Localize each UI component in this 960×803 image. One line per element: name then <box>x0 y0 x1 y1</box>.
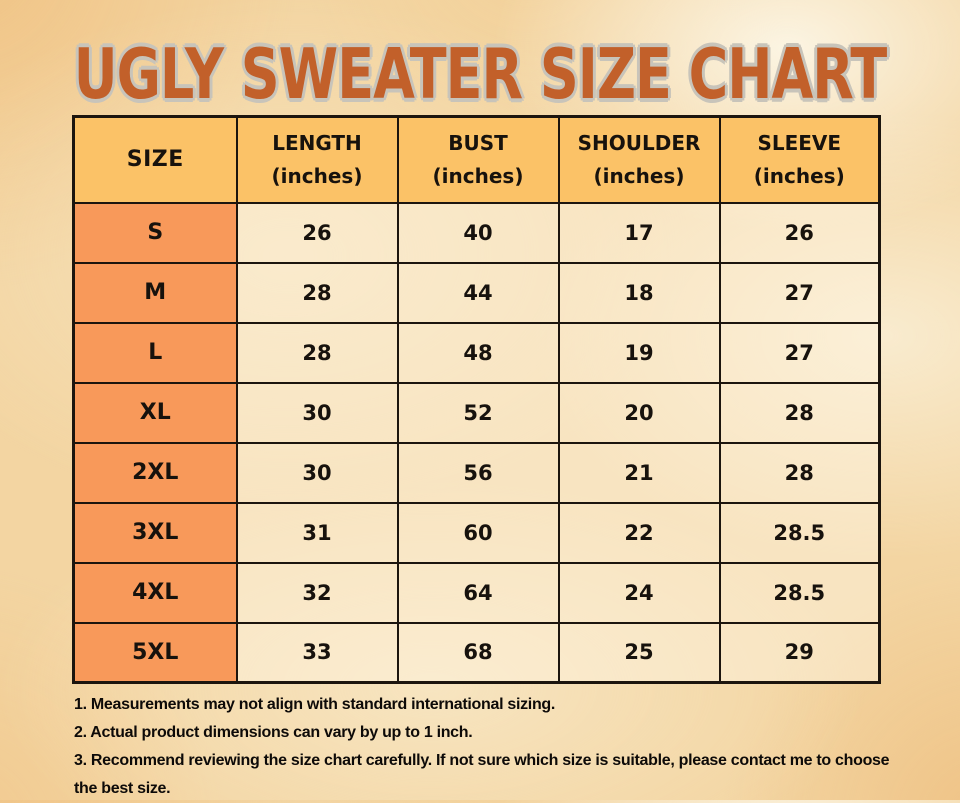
column-header-length-unit: (inches) <box>271 163 363 188</box>
length-cell: 30 <box>237 443 398 503</box>
shoulder-cell: 20 <box>559 383 720 443</box>
bust-cell: 52 <box>398 383 559 443</box>
column-header-size: SIZE <box>74 117 237 203</box>
column-header-bust-name: BUST <box>448 130 508 155</box>
size-cell: S <box>74 203 237 263</box>
column-header-shoulder-unit: (inches) <box>593 163 685 188</box>
sleeve-cell: 27 <box>720 263 880 323</box>
shoulder-cell: 21 <box>559 443 720 503</box>
sleeve-cell: 28.5 <box>720 503 880 563</box>
note-2: 2. Actual product dimensions can vary by up to 1 inch. <box>74 724 473 741</box>
table-row <box>74 563 880 623</box>
bust-cell: 68 <box>398 623 559 683</box>
shoulder-cell: 22 <box>559 503 720 563</box>
page-title: UGLY SWEATER SIZE CHART <box>73 34 887 115</box>
size-chart-table <box>72 115 881 684</box>
column-header-sleeve-name: SLEEVE <box>757 130 842 155</box>
sleeve-cell: 27 <box>720 323 880 383</box>
table-row <box>74 503 880 563</box>
size-cell: 3XL <box>74 503 237 563</box>
shoulder-cell: 19 <box>559 323 720 383</box>
column-header-shoulder <box>559 117 720 203</box>
size-cell: 4XL <box>74 563 237 623</box>
table-row <box>74 623 880 683</box>
table-body <box>74 203 880 683</box>
column-header-sleeve-unit: (inches) <box>753 163 845 188</box>
shoulder-cell: 24 <box>559 563 720 623</box>
notes-section <box>74 691 890 803</box>
sleeve-cell: 28 <box>720 383 880 443</box>
bust-cell: 64 <box>398 563 559 623</box>
sleeve-cell: 28.5 <box>720 563 880 623</box>
table-row <box>74 443 880 503</box>
size-cell: 2XL <box>74 443 237 503</box>
sleeve-cell: 28 <box>720 443 880 503</box>
bust-cell: 60 <box>398 503 559 563</box>
bust-cell: 40 <box>398 203 559 263</box>
length-cell: 33 <box>237 623 398 683</box>
shoulder-cell: 17 <box>559 203 720 263</box>
length-cell: 28 <box>237 263 398 323</box>
size-cell: 5XL <box>74 623 237 683</box>
length-cell: 28 <box>237 323 398 383</box>
length-cell: 31 <box>237 503 398 563</box>
column-header-bust <box>398 117 559 203</box>
size-cell: XL <box>74 383 237 443</box>
length-cell: 32 <box>237 563 398 623</box>
column-header-length-name: LENGTH <box>272 130 362 155</box>
bust-cell: 44 <box>398 263 559 323</box>
sleeve-cell: 29 <box>720 623 880 683</box>
note-3: 3. Recommend reviewing the size chart carefully. If not sure which size is suitable, please contact me to choose the best size. <box>74 752 890 797</box>
shoulder-cell: 25 <box>559 623 720 683</box>
note-1: 1. Measurements may not align with standard international sizing. <box>74 696 556 713</box>
bust-cell: 48 <box>398 323 559 383</box>
table-row <box>74 383 880 443</box>
table-row <box>74 323 880 383</box>
sleeve-cell: 26 <box>720 203 880 263</box>
column-header-bust-unit: (inches) <box>432 163 524 188</box>
table-row <box>74 263 880 323</box>
table-row <box>74 203 880 263</box>
length-cell: 26 <box>237 203 398 263</box>
shoulder-cell: 18 <box>559 263 720 323</box>
column-header-shoulder-name: SHOULDER <box>577 130 701 155</box>
column-header-length <box>237 117 398 203</box>
column-header-sleeve <box>720 117 880 203</box>
header-row <box>74 117 880 203</box>
bust-cell: 56 <box>398 443 559 503</box>
size-cell: M <box>74 263 237 323</box>
length-cell: 30 <box>237 383 398 443</box>
size-cell: L <box>74 323 237 383</box>
